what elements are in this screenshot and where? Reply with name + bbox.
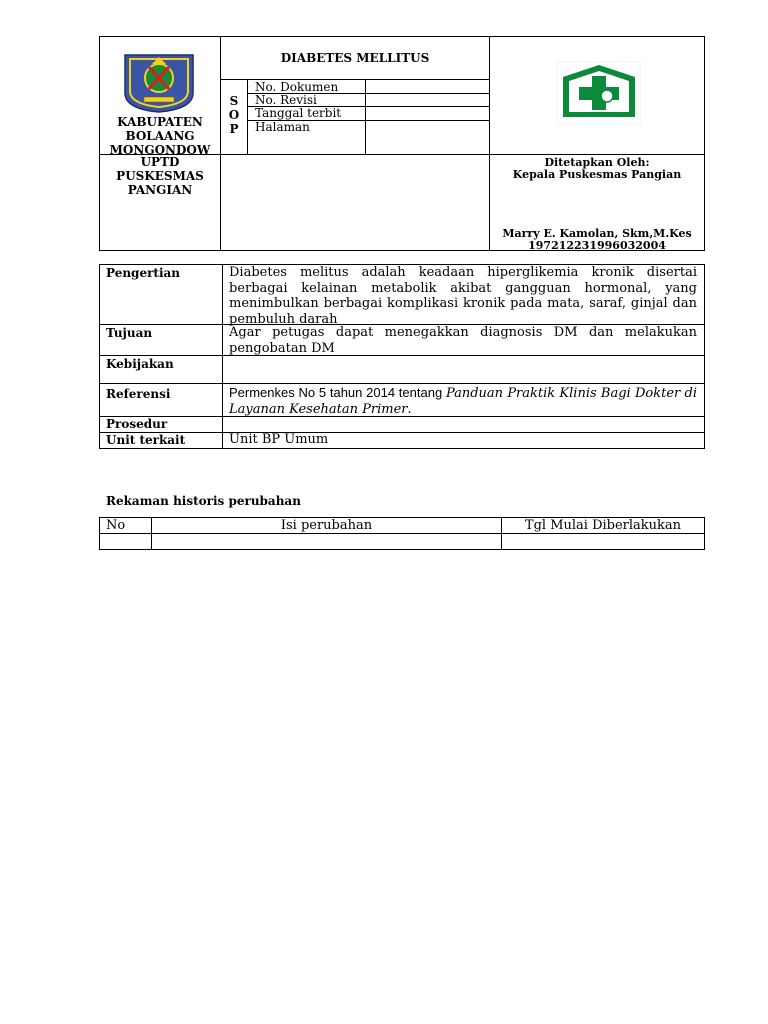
doc-field-label-halaman: Halaman — [255, 120, 310, 134]
jabatan-label: Kepala Puskesmas Pangian — [512, 168, 682, 181]
signer-nip: 197212231996032004 — [528, 239, 666, 252]
history-title: Rekaman historis perubahan — [106, 494, 301, 508]
history-col-tgl-mulai: Tgl Mulai Diberlakukan — [524, 518, 682, 533]
section-text-tujuan: Agar petugas dapat menegakkan diagnosis DM dan melakukan pengobatan DM — [229, 325, 697, 356]
signer-name: Marry E. Kamolan, Skm,M.Kes — [502, 227, 692, 240]
referensi-end: . — [407, 401, 412, 417]
section-label-prosedur: Prosedur — [106, 417, 168, 431]
ditetapkan-label: Ditetapkan Oleh: — [544, 156, 650, 169]
sop-letters: S O P — [228, 94, 240, 136]
section-text-unit-terkait: Unit BP Umum — [229, 432, 329, 447]
puskesmas-logo — [557, 61, 641, 125]
section-label-tujuan: Tujuan — [106, 326, 153, 340]
doc-field-label-no-revisi: No. Revisi — [255, 93, 317, 107]
referensi-title: Panduan Praktik Klinis Bagi Dokter di Layanan Kesehatan Primer — [229, 386, 697, 417]
regency-crest-logo — [122, 53, 196, 113]
document-title: DIABETES MELLITUS — [280, 51, 430, 65]
section-label-kebijakan: Kebijakan — [106, 357, 174, 371]
section-label-pengertian: Pengertian — [106, 266, 181, 280]
history-col-isi-perubahan: Isi perubahan — [280, 518, 373, 533]
org-left-name: KABUPATEN BOLAANG MONGONDOW — [109, 115, 211, 157]
unit-name: UPTD PUSKESMAS PANGIAN — [116, 155, 204, 197]
section-label-referensi: Referensi — [106, 387, 171, 401]
doc-field-label-no-dokumen: No. Dokumen — [255, 80, 339, 94]
section-label-unit-terkait: Unit terkait — [106, 433, 186, 447]
section-text-referensi — [229, 385, 697, 417]
history-col-no: No — [106, 518, 126, 533]
doc-field-label-tanggal-terbit: Tanggal terbit — [255, 106, 342, 120]
section-text-pengertian: Diabetes melitus adalah keadaan hiperglikemia kronik disertai berbagai kelainan metabolik akibat gangguan hormonal, yang menimbulkan berbagai komplikasi kronik pada mata, saraf, ginjal dan pembuluh darah — [229, 265, 697, 327]
referensi-regulation: Permenkes No 5 tahun 2014 tentang — [229, 385, 446, 400]
